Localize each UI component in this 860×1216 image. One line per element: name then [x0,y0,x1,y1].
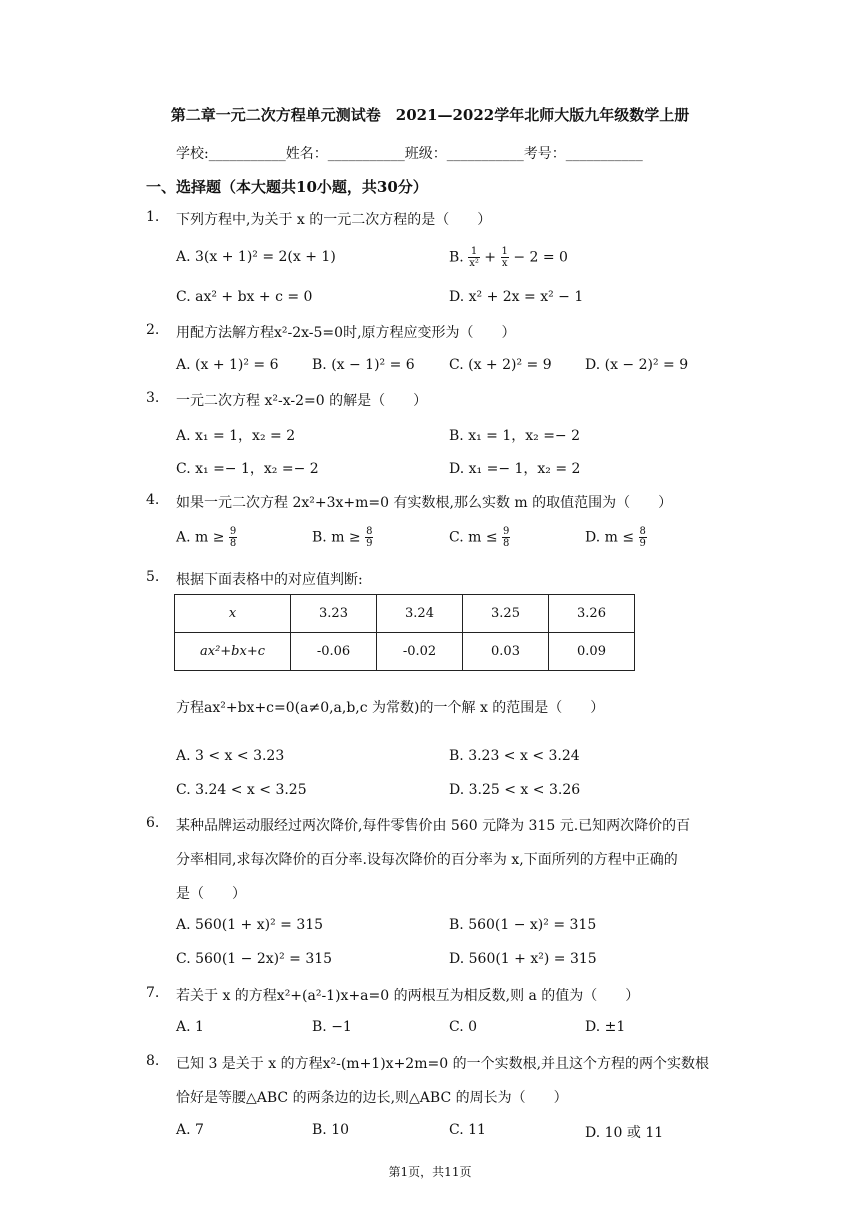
option-b: B. (x − 1)² = 6 [312,357,415,373]
option-b: B. −1 [312,1019,352,1035]
option-a [176,526,237,549]
section-heading: 一、选择题（本大题共10小题，共30分） [146,178,428,196]
option-d: D. ±1 [585,1019,626,1035]
option-a: A. (x + 1)² = 6 [176,357,279,373]
fraction: $\frac{8}{9}$ [366,526,373,549]
option-a: A. 3(x + 1)² = 2(x + 1) [176,249,336,265]
question-text: 根据下面表格中的对应值判断: [176,572,363,588]
question-text: 是（ ） [176,886,246,902]
table-cell: 0.09 [549,633,635,671]
option-a: A. 1 [176,1019,204,1035]
option-d: D. 3.25 < x < 3.26 [449,782,581,798]
option-label: B. [449,249,469,266]
option-a: A. 3 < x < 3.23 [176,748,285,764]
question-number: 5. [146,569,160,585]
option-c: C. x₁ =− 1，x₂ =− 2 [176,461,319,477]
option-c: C. 0 [449,1019,478,1035]
option-c: C. 3.24 < x < 3.25 [176,782,307,798]
option-d: D. x² + 2x = x² − 1 [449,289,584,305]
question-text: 一元二次方程 x²-x-2=0 的解是（ ） [176,393,428,409]
question-text: 某种品牌运动服经过两次降价,每件零售价由 560 元降为 315 元.已知两次降价的百 [176,818,691,834]
question-text: 方程ax²+bx+c=0(a≠0,a,b,c 为常数)的一个解 x 的范围是（ ） [176,700,605,716]
option-c: C. 560(1 − 2x)² = 315 [176,951,333,967]
question-text: 恰好是等腰△ABC 的两条边的边长,则△ABC 的周长为（ ） [176,1090,568,1106]
table-cell: 3.23 [291,595,377,633]
table-cell: 3.25 [463,595,549,633]
table-cell: -0.06 [291,633,377,671]
table-row [175,633,635,671]
option-d [585,526,647,549]
page-footer: 第1页，共11页 [388,1165,472,1179]
fraction: $\frac{8}{9}$ [639,526,646,549]
option-d: D. 10 或 11 [585,1125,664,1141]
fraction: $\frac{9}{8}$ [229,526,237,549]
option-a: A. 7 [176,1122,204,1138]
value-table [174,594,635,671]
table-cell: -0.02 [377,633,463,671]
option-label: D. m ≤ [585,529,639,546]
option-b: B. 560(1 − x)² = 315 [449,917,597,933]
option-b: B. $\frac{1}{\text{x²}}$ + $\frac{1}{x}$ − 2 = 0 [449,246,568,269]
table-cell: 3.26 [549,595,635,633]
fraction: $\frac{1}{\text{x²}}$ [469,246,479,269]
option-b: B. x₁ = 1，x₂ =− 2 [449,428,581,444]
question-text: 若关于 x 的方程x²+(a²-1)x+a=0 的两根互为相反数,则 a 的值为（ ） [176,988,640,1004]
table-cell: 3.24 [377,595,463,633]
question-number: 2. [146,322,160,338]
question-text: 用配方法解方程x²-2x-5=0时,原方程应变形为（ ） [176,325,516,341]
question-number: 4. [146,492,160,508]
question-number: 1. [146,209,160,225]
option-d: D. 560(1 + x²) = 315 [449,951,597,967]
table-row [175,595,635,633]
student-info-line: 学校:___________姓名：___________班级：___________考号：___________ [176,146,643,162]
option-a: A. x₁ = 1，x₂ = 2 [176,428,296,444]
option-d: D. (x − 2)² = 9 [585,357,689,373]
option-c [449,526,510,549]
option-rest: − 2 = 0 [508,249,568,266]
option-label: A. m ≥ [176,529,229,546]
question-text: 如果一元二次方程 2x²+3x+m=0 有实数根,那么实数 m 的取值范围为（ ） [176,495,673,511]
fraction: $\frac{9}{8}$ [503,526,510,549]
option-c: C. 11 [449,1122,486,1138]
option-b [312,526,373,549]
question-text: 分率相同,求每次降价的百分率.设每次降价的百分率为 x,下面所列的方程中正确的 [176,852,678,868]
question-number: 6. [146,815,160,831]
question-number: 3. [146,390,160,406]
option-d: D. x₁ =− 1，x₂ = 2 [449,461,581,477]
question-number: 8. [146,1053,160,1069]
table-cell: ax²+bx+c [175,633,291,671]
option-b: B. 10 [312,1122,350,1138]
question-text: 已知 3 是关于 x 的方程x²-(m+1)x+2m=0 的一个实数根,并且这个方程的两个实数根 [176,1056,710,1072]
option-c: C. ax² + bx + c = 0 [176,289,313,305]
option-b: B. 3.23 < x < 3.24 [449,748,580,764]
table-cell: x [175,595,291,633]
question-text: 下列方程中,为关于 x 的一元二次方程的是（ ） [176,212,492,228]
option-c: C. (x + 2)² = 9 [449,357,552,373]
table-cell: 0.03 [463,633,549,671]
option-label: C. m ≤ [449,529,503,546]
fraction: $\frac{1}{x}$ [501,246,508,269]
question-number: 7. [146,985,160,1001]
option-a: A. 560(1 + x)² = 315 [176,917,324,933]
document-title: 第二章一元二次方程单元测试卷 2021—2022学年北师大版九年级数学上册 [170,106,690,124]
option-label: B. m ≥ [312,529,366,546]
